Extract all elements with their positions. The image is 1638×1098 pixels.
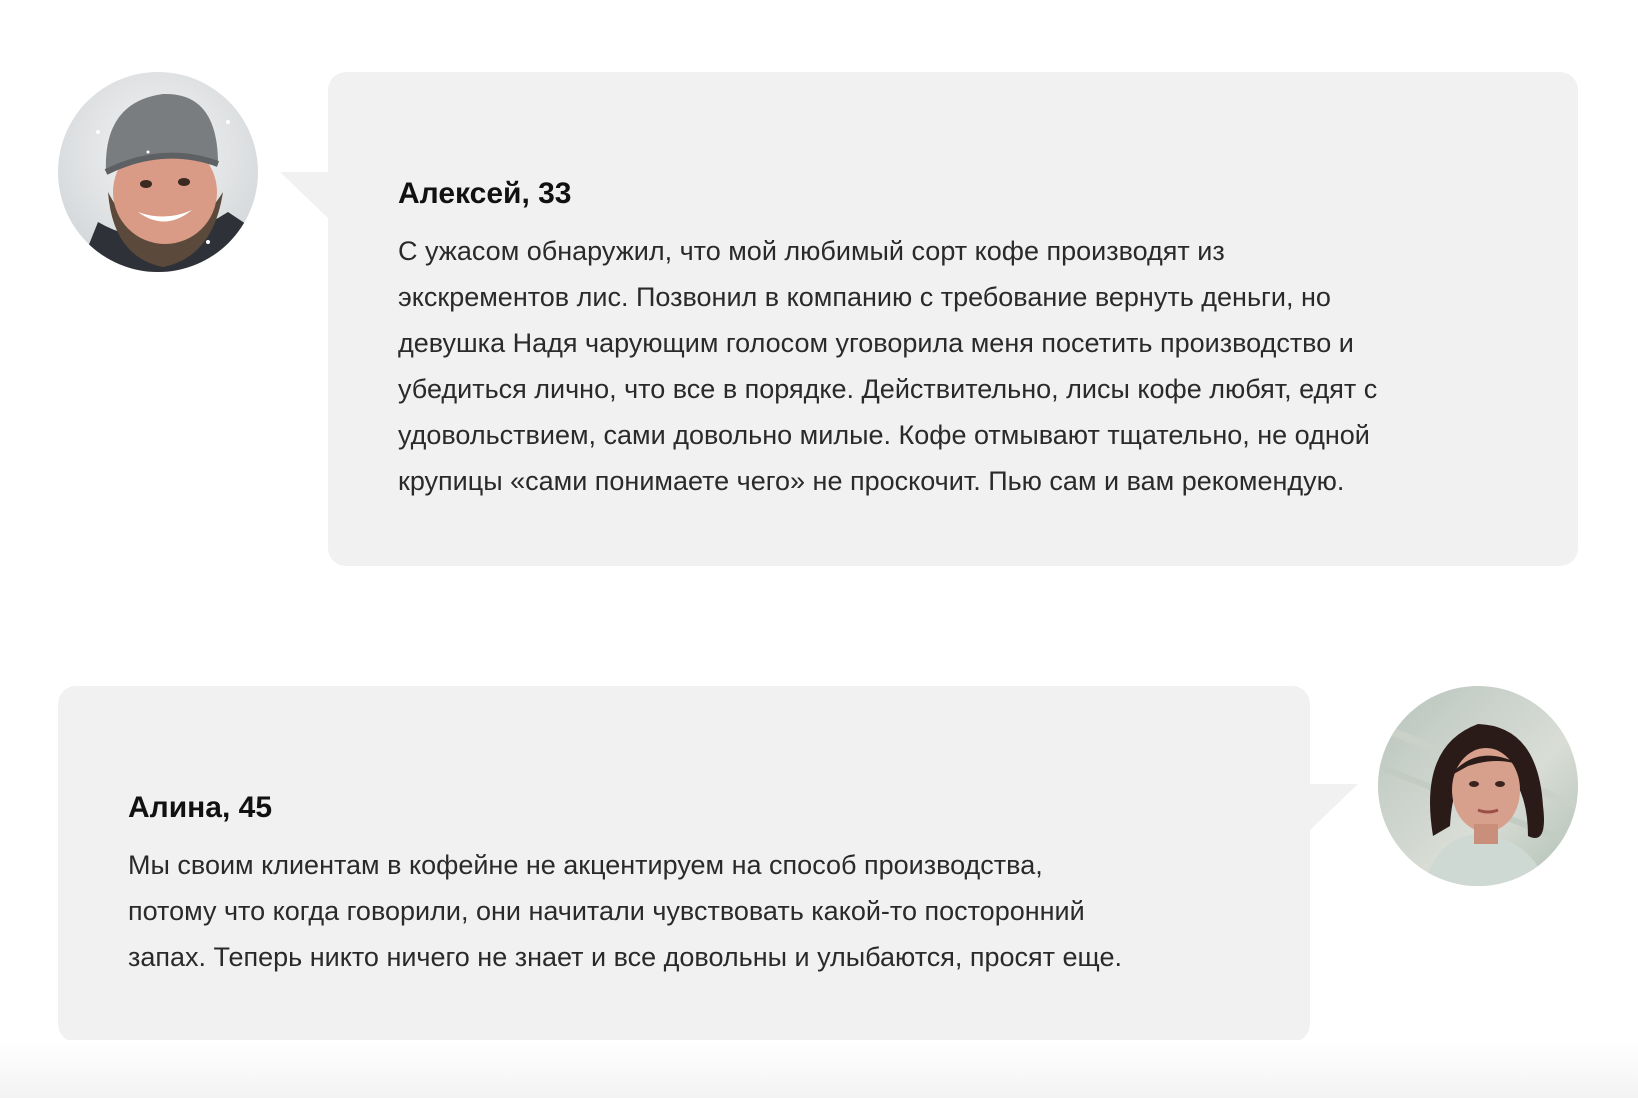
review-text-line: крупицы «сами понимаете чего» не проскочит. Пью сам и вам рекомендую. [398,466,1345,496]
review-text-line: потому что когда говорили, они начитали чувствовать какой-то посторонний [128,896,1085,926]
review-bubble [58,686,1310,1042]
review-text-line: экскрементов лис. Позвонил в компанию с требование вернуть деньги, но [398,282,1331,312]
review-text-line: девушка Надя чарующим голосом уговорила меня посетить производство и [398,328,1354,358]
review-text-line: запах. Теперь никто ничего не знает и все довольны и улыбаются, просят еще. [128,942,1122,972]
avatar [1378,686,1578,886]
speech-tail [1308,784,1358,832]
woman-photo-icon [1378,686,1578,886]
review-text [128,842,1240,980]
reviewer-name: Алексей, 33 [398,177,572,210]
bearded-man-photo-icon [58,72,258,272]
avatar [58,72,258,272]
speech-tail [280,172,330,220]
bottom-fade [0,1040,1638,1098]
reviewer-name: Алина, 45 [128,791,273,824]
review-text-line: удовольствием, сами довольно милые. Кофе отмывают тщательно, не одной [398,420,1370,450]
review-text-line: Мы своим клиентам в кофейне не акцентируем на способ производства, [128,850,1043,880]
review-text [398,228,1508,504]
review-bubble [328,72,1578,566]
review-text-line: С ужасом обнаружил, что мой любимый сорт кофе производят из [398,236,1225,266]
review-text-line: убедиться лично, что все в порядке. Действительно, лисы кофе любят, едят с [398,374,1378,404]
